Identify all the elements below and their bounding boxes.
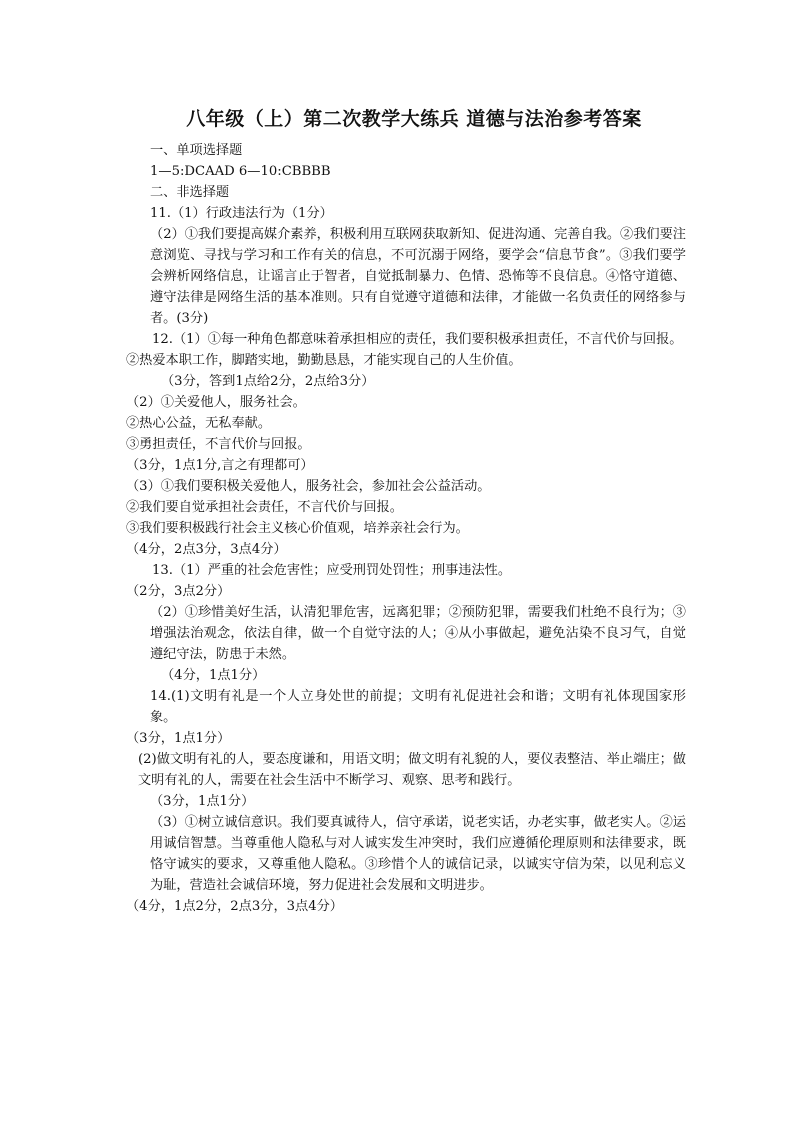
answer-12-1b: ②热爱本职工作，脚踏实地，勤勤恳恳，才能实现自己的人生价值。	[126, 353, 522, 368]
score-12-3: （4分，2点3分，3点4分）	[126, 542, 287, 557]
score-12-1: （3分，答到1点给2分，2点给3分）	[161, 374, 375, 389]
document-body	[126, 140, 686, 917]
answer-12-2b: ②热心公益，无私奉献。	[126, 416, 272, 431]
answer-14-1: 14.(1)文明有礼是一个人立身处世的前提；文明有礼促进社会和谐；文明有礼体现国家形象。	[150, 689, 686, 725]
score-14-3: （4分，1点2分，2点3分，3点4分）	[126, 899, 343, 914]
answer-12-3b: ②我们要自觉承担社会责任，不言代价与回报。	[126, 500, 403, 515]
answer-12-3c: ③我们要积极践行社会主义核心价值观，培养亲社会行为。	[126, 521, 469, 536]
section-heading-nonchoice: 二、非选择题	[150, 185, 230, 200]
answer-14-3: （3）①树立诚信意识。我们要真诚待人，信守承诺，说老实话，办老实事，做老实人。②运用诚信智慧。当尊重他人隐私与对人诚实发生冲突时，我们应遵循伦理原则和法律要求，既恪守诚实的要求，又尊重他人隐私。③珍惜个人的诚信记录，以诚实守信为荣，以见利忘义为耻，营造社会诚信环境，努力促进社会发展和文明进步。	[150, 815, 686, 893]
score-13-2: （4分，1点1分）	[161, 668, 266, 683]
score-13-1: （2分，3点2分）	[126, 584, 231, 599]
score-12-2: （3分，1点1分,言之有理都可）	[126, 458, 314, 473]
section-heading-choice: 一、单项选择题	[150, 143, 243, 158]
answer-13-2: （2）①珍惜美好生活，认清犯罪危害，远离犯罪；②预防犯罪，需要我们杜绝不良行为；③增强法治观念，依法自律，做一个自觉守法的人；④从小事做起，避免沾染不良习气，自觉遵纪守法，防患于未然。	[150, 605, 686, 662]
answer-13-1: 13.（1）严重的社会危害性；应受刑罚处罚性；刑事违法性。	[152, 563, 512, 578]
answer-11-2: （2）①我们要提高媒介素养，积极利用互联网获取新知、促进沟通、完善自我。②我们要注意浏览、寻找与学习和工作有关的信息，不可沉溺于网络，要学会“信息节食”。③我们要学会辨析网络信息，让谣言止于智者，自觉抵制暴力、色情、恐怖等不良信息。④恪守道德、遵守法律是网络生活的基本准则。只有自觉遵守道德和法律，才能做一名负责任的网络参与者。(3分)	[150, 227, 686, 326]
document-title: 八年级（上）第二次教学大练兵 道德与法治参考答案	[186, 108, 642, 130]
answer-14-2: (2)做文明有礼的人，要态度谦和，用语文明；做文明有礼貌的人，要仪表整洁、举止端庄；做文明有礼的人，需要在社会生活中不断学习、观察、思考和践行。	[138, 752, 686, 788]
answer-12-3a: （3）①我们要积极关爱他人，服务社会，参加社会公益活动。	[126, 479, 491, 494]
choice-answers: 1—5:DCAAD 6—10:CBBBB	[150, 164, 331, 179]
answer-11-1: 11.（1）行政违法行为（1分）	[150, 206, 333, 221]
answer-12-1a: 12.（1）①每一种角色都意味着承担相应的责任，我们要积极承担责任，不言代价与回报。	[152, 332, 683, 347]
score-14-1: （3分，1点1分）	[126, 731, 231, 746]
answer-12-2a: （2）①关爱他人，服务社会。	[126, 395, 306, 410]
answer-12-2c: ③勇担责任，不言代价与回报。	[126, 437, 311, 452]
score-14-2: （3分，1点1分）	[150, 794, 255, 809]
